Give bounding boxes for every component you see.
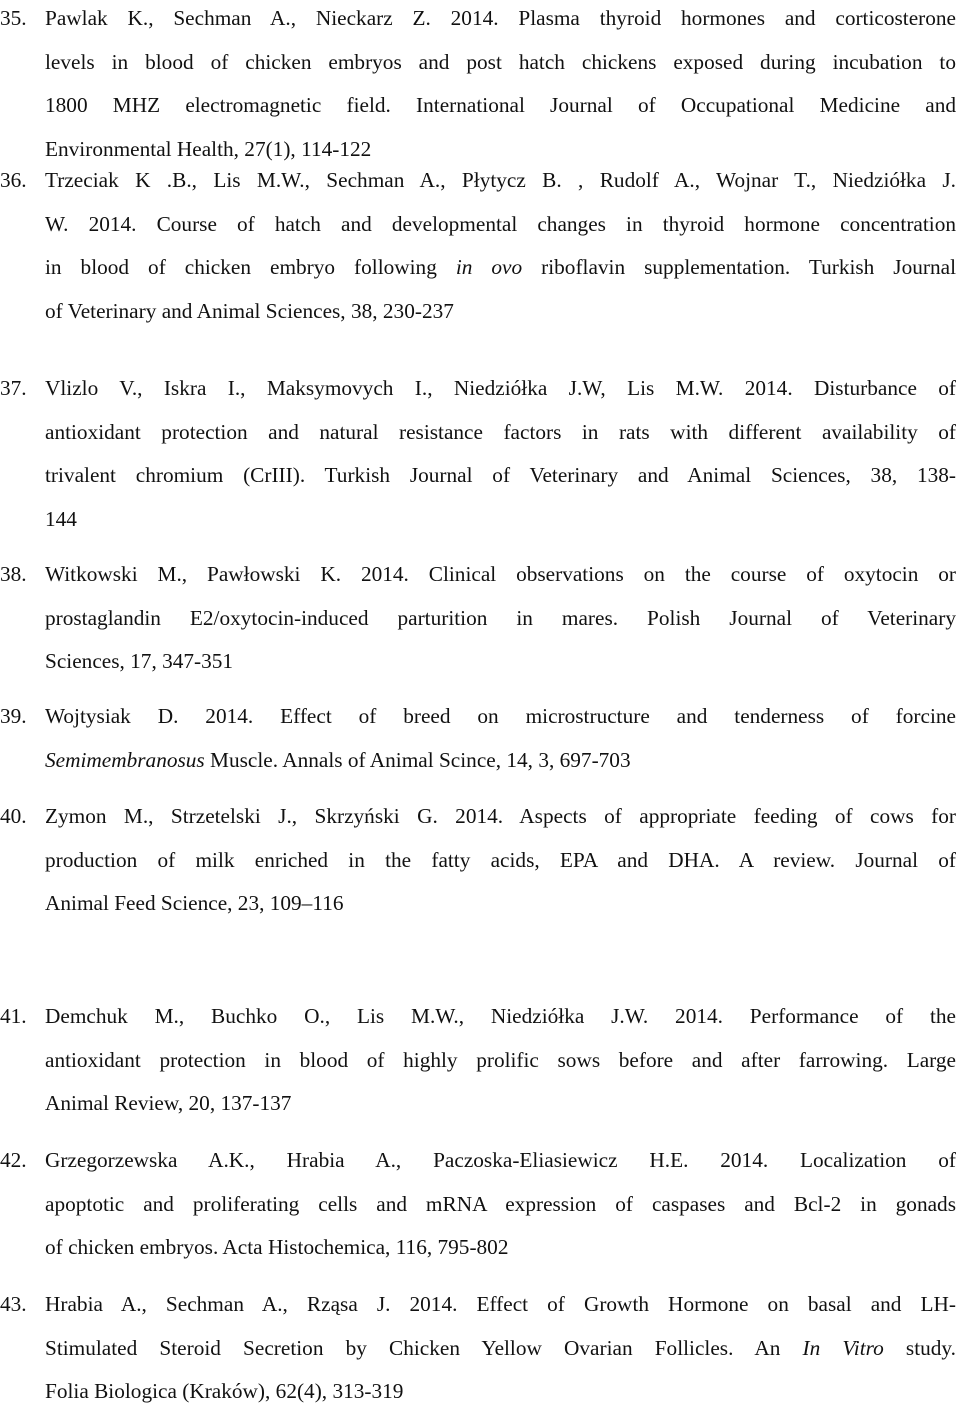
reference-line: of Veterinary and Animal Sciences, 38, 230-237 [45, 298, 454, 323]
reference-line: apoptotic and proliferating cells and mRNA expression of caspases and Bcl-2 in gonads [45, 1191, 956, 1216]
reference-line: Environmental Health, 27(1), 114-122 [45, 136, 372, 161]
reference-italic-term: In Vitro [802, 1335, 884, 1360]
reference-line: Grzegorzewska A.K., Hrabia A., Paczoska-Eliasiewicz H.E. 2014. Localization of [45, 1148, 956, 1172]
reference-line: Trzeciak K .B., Lis M.W., Sechman A., Płytycz B. , Rudolf A., Wojnar T., Niedziółka J. [45, 168, 956, 192]
reference-number: 38. [0, 562, 27, 586]
reference-text: Muscle. Annals of Animal Scince, 14, 3, 697-703 [204, 747, 631, 772]
reference-line: Zymon M., Strzetelski J., Skrzyński G. 2014. Aspects of appropriate feeding of cows for [45, 804, 956, 828]
reference-line [45, 742, 956, 778]
reference-line: Animal Feed Science, 23, 109–116 [45, 891, 344, 916]
reference-italic-term: Semimembranosus [45, 747, 205, 772]
reference-line: prostaglandin E2/oxytocin-induced parturition in mares. Polish Journal of Veterinary [45, 605, 956, 630]
reference-line: trivalent chromium (CrIII). Turkish Journal of Veterinary and Animal Sciences, 38, 138- [45, 463, 956, 488]
reference-line [45, 249, 956, 285]
reference-line: Sciences, 17, 347-351 [45, 649, 234, 674]
reference-number: 42. [0, 1148, 27, 1172]
reference-line: 1800 MHZ electromagnetic field. International Journal of Occupational Medicine and [45, 93, 956, 118]
reference-number: 37. [0, 376, 27, 400]
reference-line: Pawlak K., Sechman A., Nieckarz Z. 2014. Plasma thyroid hormones and corticosterone [45, 6, 956, 30]
reference-line: W. 2014. Course of hatch and developmental changes in thyroid hormone concentration [45, 211, 956, 236]
reference-number: 41. [0, 1004, 27, 1028]
reference-number: 40. [0, 804, 27, 828]
reference-line [45, 1330, 956, 1366]
reference-line: antioxidant protection and natural resistance factors in rats with different availability of [45, 419, 956, 444]
reference-number: 39. [0, 704, 27, 728]
reference-italic-term: in ovo [455, 255, 523, 280]
reference-line: 144 [45, 506, 77, 531]
reference-text: in blood of chicken embryo following [45, 255, 456, 280]
reference-text: riboflavin supplementation. Turkish Journal [522, 255, 956, 280]
reference-number: 35. [0, 6, 27, 30]
reference-line: levels in blood of chicken embryos and post hatch chickens exposed during incubation to [45, 49, 956, 74]
reference-line: Demchuk M., Buchko O., Lis M.W., Niedziółka J.W. 2014. Performance of the [45, 1004, 956, 1028]
reference-line: production of milk enriched in the fatty acids, EPA and DHA. A review. Journal of [45, 847, 956, 872]
reference-line: Hrabia A., Sechman A., Rząsa J. 2014. Effect of Growth Hormone on basal and LH- [45, 1292, 956, 1316]
reference-line: Witkowski M., Pawłowski K. 2014. Clinical observations on the course of oxytocin or [45, 562, 956, 586]
reference-text: Stimulated Steroid Secretion by Chicken Yellow Ovarian Follicles. An [45, 1335, 803, 1360]
reference-number: 36. [0, 168, 27, 192]
reference-line: Folia Biologica (Kraków), 62(4), 313-319 [45, 1379, 404, 1404]
reference-number: 43. [0, 1292, 27, 1316]
reference-line: Animal Review, 20, 137-137 [45, 1091, 292, 1116]
reference-line: antioxidant protection in blood of highly prolific sows before and after farrowing. Large [45, 1047, 956, 1072]
reference-line: Wojtysiak D. 2014. Effect of breed on microstructure and tenderness of forcine [45, 704, 956, 728]
reference-line: Vlizlo V., Iskra I., Maksymovych I., Niedziółka J.W, Lis M.W. 2014. Disturbance of [45, 376, 956, 400]
reference-text: study. [883, 1335, 956, 1360]
reference-line: of chicken embryos. Acta Histochemica, 116, 795-802 [45, 1235, 509, 1260]
